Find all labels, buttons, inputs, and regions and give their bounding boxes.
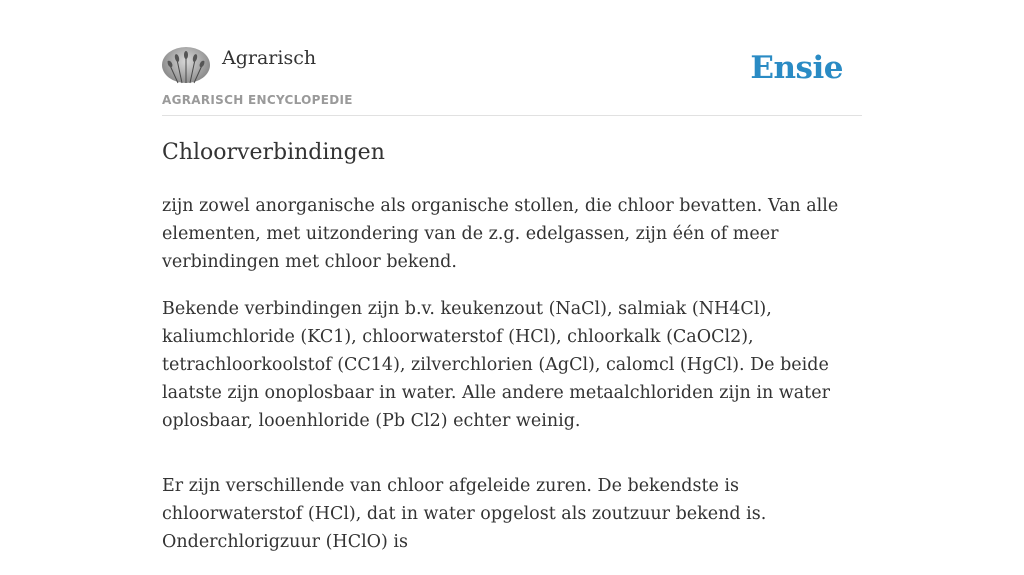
site-subtitle[interactable]: AGRARISCH ENCYCLOPEDIE: [162, 93, 353, 107]
article-body: [162, 192, 867, 575]
article-paragraph: Bekende verbindingen zijn b.v. keukenzout (NaCl), salmiak (NH4Cl), kaliumchloride (KC1), chloorwaterstof (HCl), chloorkalk (CaOCl2), tetrachloorkoolstof (CC14), zilverchlorien (AgCl), calomcl (HgCl). De beide laatste zijn onoplosbaar in water. Alle andere metaalchloriden zijn in water oplosbaar, looenhloride (Pb Cl2) echter weinig.: [162, 299, 830, 431]
brand-logo[interactable]: Ensie: [750, 50, 843, 86]
wheat-image-icon[interactable]: [162, 47, 210, 83]
article-paragraph: zijn zowel anorganische als organische stollen, die chloor bevatten. Van alle elementen, met uitzondering van de z.g. edelgassen, zijn één of meer verbindingen met chloor bekend.: [162, 196, 839, 272]
article-paragraph: Er zijn verschillende van chloor afgeleide zuren. De bekendste is chloorwaterstof (HCl), dat in water opgelost als zoutzuur bekend is. Onderchlorigzuur (HClO) is: [162, 476, 767, 552]
site-name[interactable]: Agrarisch: [222, 47, 317, 69]
article-title: Chloorverbindingen: [162, 140, 385, 165]
site-header: [162, 46, 862, 116]
